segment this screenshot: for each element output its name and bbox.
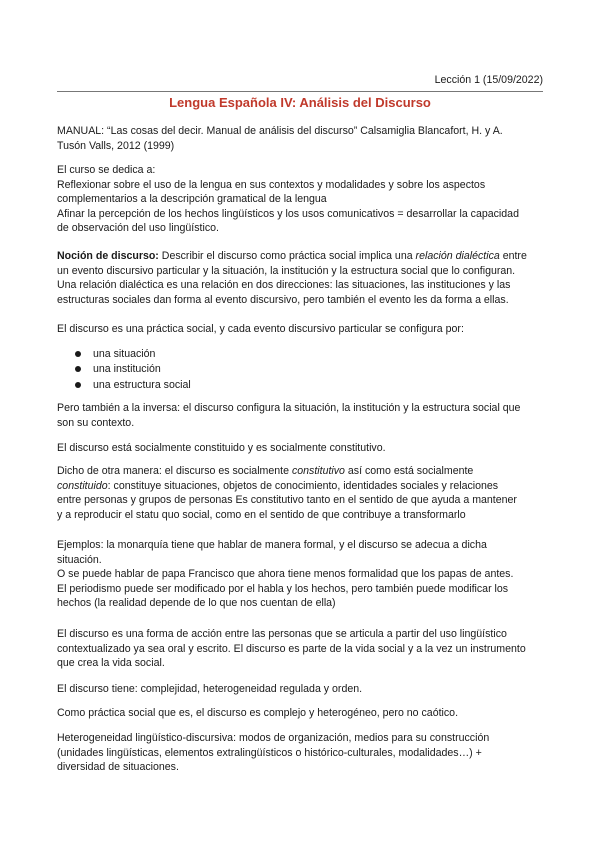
document-title: Lengua Española IV: Análisis del Discurso	[169, 95, 431, 110]
action-line-3: que crea la vida social.	[57, 657, 165, 670]
inverse-line-1: Pero también a la inversa: el discurso configura la situación, la institución y la estructura social que	[57, 402, 521, 414]
list-item: una estructura social	[57, 378, 543, 393]
constituted-text: El discurso está socialmente constituido y es socialmente constitutivo.	[57, 442, 386, 454]
notion-line-3: Una relación dialéctica es una relación en dos direcciones: las situaciones, las instituciones y las	[57, 279, 511, 292]
manual-line-1: MANUAL: “Las cosas del decir. Manual de análisis del discurso” Calsamiglia Blancafort, H. y A.	[57, 125, 503, 137]
bullet-icon	[75, 382, 81, 388]
examples-line-2: situación.	[57, 553, 102, 566]
examples-line-3: O se puede hablar de papa Francisco que ahora tiene menos formalidad que los papas de antes.	[57, 568, 514, 581]
lesson-label: Lección 1 (15/09/2022)	[434, 74, 543, 86]
bullet-icon	[75, 351, 81, 357]
hetero-line-3: diversidad de situaciones.	[57, 761, 179, 774]
examples-line-1: Ejemplos: la monarquía tiene que hablar de manera formal, y el discurso se adecua a dicha	[57, 539, 487, 551]
other-words-italic-2: constituido	[57, 479, 108, 492]
course-intro: El curso se dedica a:	[57, 164, 156, 176]
course-line-4: de observación del uso lingüístico.	[57, 222, 219, 235]
hetero-section	[57, 731, 543, 775]
other-words-line-2: : constituye situaciones, objetos de conocimiento, identidades sociales y relaciones	[107, 479, 499, 492]
list-item: una situación	[57, 347, 543, 362]
practice-bullets	[57, 347, 543, 393]
complex-text: Como práctica social que es, el discurso es complejo y heterogéneo, pero no caótico.	[57, 707, 459, 719]
notion-text-c: entre	[499, 250, 527, 262]
action-line-2: contextualizado ya sea oral y escrito. El discurso es parte de la vida social y a la vez un instrumento	[57, 642, 526, 655]
course-line-2: complementarios a la descripción gramatical de la lengua	[57, 193, 327, 206]
inverse-section	[57, 401, 543, 430]
notion-section	[57, 249, 543, 307]
hetero-line-1: Heterogeneidad lingüístico-discursiva: modos de organización, medios para su construcción	[57, 732, 490, 744]
other-words-section	[57, 464, 543, 522]
inverse-line-2: son su contexto.	[57, 416, 135, 429]
bullet-icon	[75, 366, 81, 372]
other-words-line-4: y a reproducir el statu quo social, como en el sentido de que contribuye a transformarlo	[57, 508, 466, 521]
examples-line-5: hechos (la realidad depende de lo que nos cuentan de ella)	[57, 597, 336, 610]
list-item: una institución	[57, 362, 543, 377]
manual-reference	[57, 124, 543, 153]
manual-line-2: Tusón Valls, 2012 (1999)	[57, 139, 175, 152]
examples-section	[57, 538, 543, 611]
course-section	[57, 163, 543, 236]
other-words-line-3: entre personas y grupos de personas Es constitutivo tanto en el sentido de que ayuda a mantener	[57, 494, 517, 507]
has-section	[57, 682, 543, 697]
practice-section	[57, 322, 543, 337]
header-rule	[57, 91, 543, 92]
notion-label: Noción de discurso:	[57, 250, 159, 262]
has-text: El discurso tiene: complejidad, heterogeneidad regulada y orden.	[57, 683, 363, 695]
examples-line-4: El periodismo puede ser modificado por el habla y los hechos, pero también puede modificar los	[57, 582, 509, 595]
practice-text: El discurso es una práctica social, y cada evento discursivo particular se configura por:	[57, 323, 464, 335]
hetero-line-2: (unidades lingüísticas, elementos extralingüísticos o histórico-culturales, modalidades…) +	[57, 746, 482, 759]
notion-line-2: un evento discursivo particular y la situación, la institución y la estructura social que lo configuran.	[57, 264, 516, 277]
action-line-1: El discurso es una forma de acción entre las personas que se articula a partir del uso lingüístico	[57, 628, 507, 640]
other-words-italic-1: constitutivo	[291, 465, 345, 477]
constituted-section	[57, 441, 543, 456]
notion-text-a: Describir el discurso como práctica social implica una	[158, 250, 416, 262]
course-line-3: Afinar la percepción de los hechos lingüísticos y los usos comunicativos = desarrollar la capacidad	[57, 207, 519, 220]
course-line-1: Reflexionar sobre el uso de la lengua en sus contextos y modalidades y sobre los aspectos	[57, 178, 486, 191]
other-words-c: así como está socialmente	[344, 465, 474, 477]
action-section	[57, 627, 543, 671]
notion-text-italic: relación dialéctica	[415, 250, 500, 262]
complex-section	[57, 706, 543, 721]
notion-line-4: estructuras sociales dan forma al evento discursivo, pero también el evento les da forma a ellas.	[57, 293, 509, 306]
other-words-a: Dicho de otra manera: el discurso es socialmente	[57, 465, 292, 477]
